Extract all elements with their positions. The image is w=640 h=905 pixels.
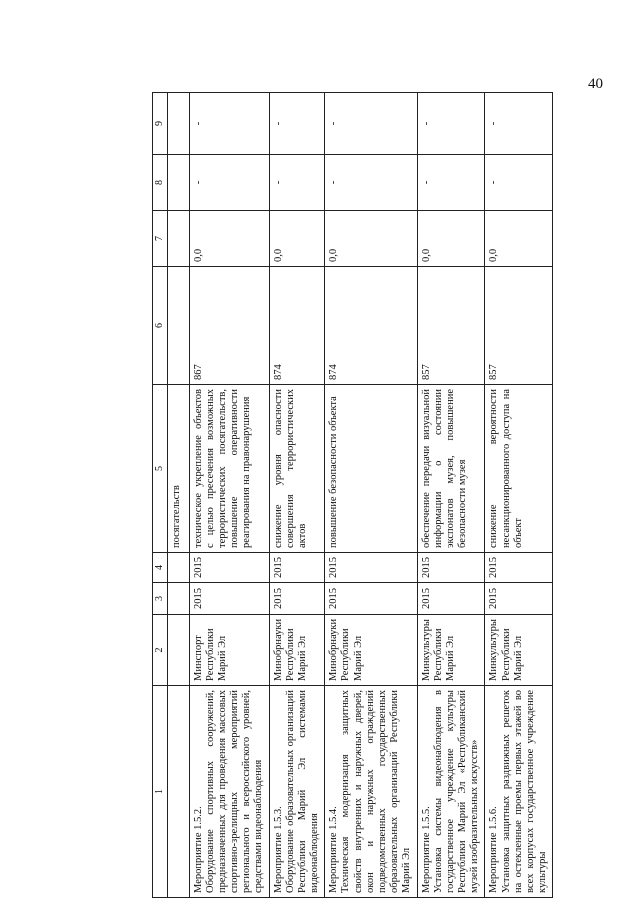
column-header: 8: [153, 155, 168, 211]
measure-text: Техническая модернизация защитных свойств внутренних и наружных дверей, окон и наружных ограждений подведомственных государственных образовательных организаций Республики Марий Эл: [340, 690, 413, 893]
col9-cell: -: [189, 93, 269, 155]
end-year-cell: 2015: [417, 553, 485, 583]
column-header: 5: [153, 385, 168, 553]
value-cell: 0,0: [189, 211, 269, 267]
table-row: [417, 93, 485, 898]
start-year-cell: 2015: [325, 583, 417, 615]
end-year-cell: 2015: [269, 553, 325, 583]
result-cell: снижение вероятности несанкционированного доступа на объект: [485, 385, 553, 553]
value-cell: 0,0: [417, 211, 485, 267]
start-year-cell: 2015: [189, 583, 269, 615]
col9-cell: -: [325, 93, 417, 155]
col9-cell: -: [269, 93, 325, 155]
column-header: 7: [153, 211, 168, 267]
value-cell: 0,0: [325, 211, 417, 267]
column-number-row: [153, 93, 168, 898]
measure-text: Установка защитных раздвижных решеток на остекленные проемы первых этажей во всех корпусах государственное учреждение культуры: [500, 690, 549, 893]
code-cell: 857: [417, 267, 485, 385]
table-row: [269, 93, 325, 898]
measure-text: Оборудование спортивных сооружений, предназначенных для проведения массовых спортивно-зрелищных мероприятий регионального и всероссийского уровней, средствами видеонаблюдения: [204, 690, 265, 893]
code-cell: 857: [485, 267, 553, 385]
continuation-text: посягательств: [167, 385, 189, 553]
end-year-cell: 2015: [325, 553, 417, 583]
column-header: 3: [153, 583, 168, 615]
executor-cell: Минобрнауки Республики Марий Эл: [325, 615, 417, 686]
col9-cell: -: [485, 93, 553, 155]
col8-cell: -: [325, 155, 417, 211]
table-row: [189, 93, 269, 898]
measure-cell: [417, 686, 485, 898]
col9-cell: -: [417, 93, 485, 155]
executor-cell: Минобрнауки Республики Марий Эл: [269, 615, 325, 686]
value-cell: 0,0: [485, 211, 553, 267]
result-cell: снижение уровня опасности совершения террористических актов: [269, 385, 325, 553]
executor-cell: Минкультуры Республики Марий Эл: [485, 615, 553, 686]
column-header: 6: [153, 267, 168, 385]
measure-title: Мероприятие 1.5.4.: [328, 806, 340, 893]
measure-title: Мероприятие 1.5.5.: [420, 806, 432, 893]
col8-cell: -: [417, 155, 485, 211]
measure-cell: [325, 686, 417, 898]
measure-cell: [269, 686, 325, 898]
start-year-cell: 2015: [417, 583, 485, 615]
start-year-cell: 2015: [269, 583, 325, 615]
result-cell: повышение безопасности объекта: [325, 385, 417, 553]
code-cell: 867: [189, 267, 269, 385]
table-row: [325, 93, 417, 898]
executor-cell: Минспорт Республики Марий Эл: [189, 615, 269, 686]
end-year-cell: 2015: [485, 553, 553, 583]
code-cell: 874: [325, 267, 417, 385]
column-header: 1: [153, 686, 168, 898]
measure-title: Мероприятие 1.5.3.: [272, 806, 284, 893]
col8-cell: -: [189, 155, 269, 211]
measure-cell: [189, 686, 269, 898]
start-year-cell: 2015: [485, 583, 553, 615]
measure-title: Мероприятие 1.5.6.: [488, 806, 500, 893]
rotated-table-sheet: [152, 93, 549, 898]
measure-text: Оборудование образовательных организаций Республики Марий Эл системами видеонаблюдения: [284, 690, 321, 893]
col8-cell: -: [269, 155, 325, 211]
program-measures-table: [152, 92, 553, 898]
table-row: [485, 93, 553, 898]
value-cell: 0,0: [269, 211, 325, 267]
column-header: 2: [153, 615, 168, 686]
column-header: 4: [153, 553, 168, 583]
col8-cell: -: [485, 155, 553, 211]
result-cell: техническое укрепление объектов с целью пресечения возможных террористических посягательств, повышение оперативности реагирования на правонарушения: [189, 385, 269, 553]
code-cell: 874: [269, 267, 325, 385]
measure-cell: [485, 686, 553, 898]
measure-text: Установка системы видеонаблюдения в государственное учреждение культуры Республики Марий Эл «Республиканский музей изобразительных искусств»: [432, 690, 481, 893]
end-year-cell: 2015: [189, 553, 269, 583]
continuation-row: [167, 93, 189, 898]
result-cell: обеспечение передачи визуальной информации о состоянии экспонатов музея, повышение безопасности музея: [417, 385, 485, 553]
page-number: 40: [588, 76, 603, 92]
measure-title: Мероприятие 1.5.2.: [192, 806, 204, 893]
executor-cell: Минкультуры Республики Марий Эл: [417, 615, 485, 686]
column-header: 9: [153, 93, 168, 155]
